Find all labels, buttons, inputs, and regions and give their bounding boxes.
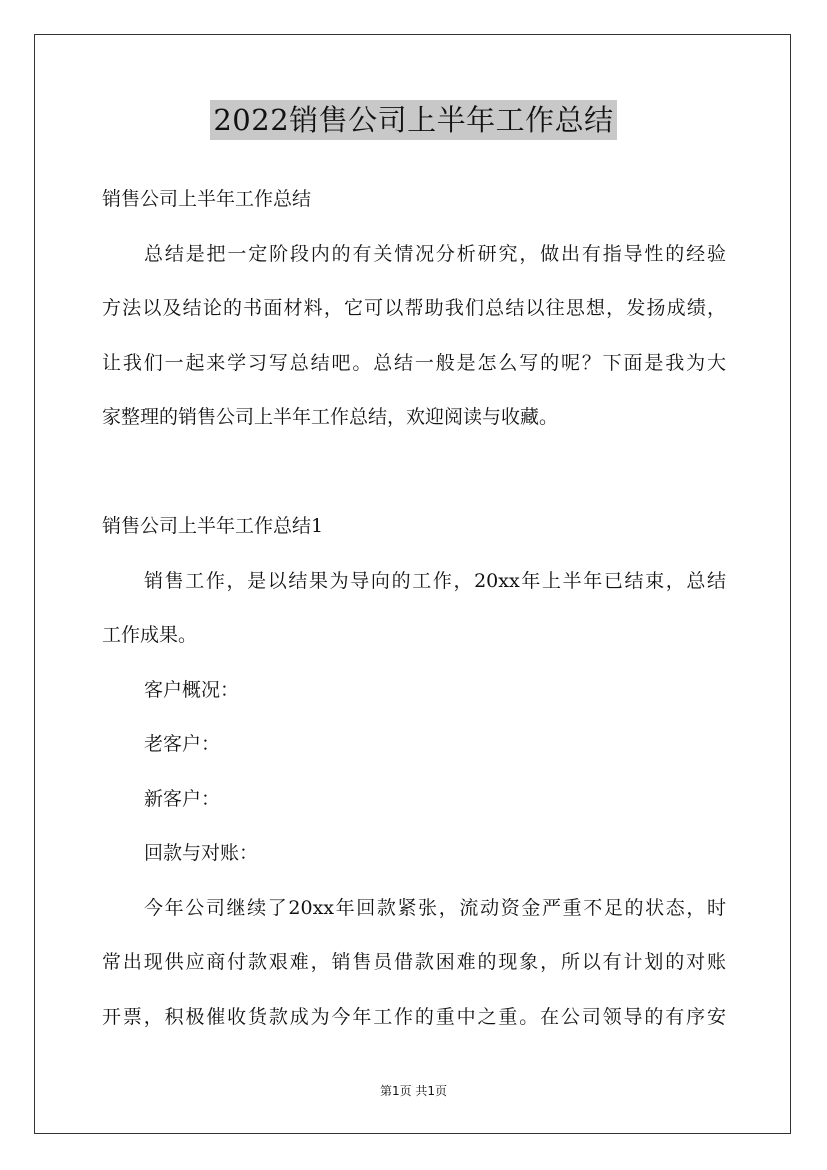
subheading-line: 回款与对账： [144, 842, 259, 864]
paragraph-line: 方法以及结论的书面材料，它可以帮助我们总结以往思想，发扬成绩， [102, 297, 726, 319]
paragraph-line: 让我们一起来学习写总结吧。总结一般是怎么写的呢？下面是我为大 [102, 351, 726, 374]
paragraph-line: 家整理的销售公司上半年工作总结，欢迎阅读与收藏。 [102, 406, 559, 428]
subheading-line: 新客户： [144, 787, 221, 810]
section-heading: 销售公司上半年工作总结 [102, 188, 312, 210]
paragraph-line: 总结是把一定阶段内的有关情况分析研究，做出有指导性的经验 [144, 242, 726, 265]
paragraph-line: 工作成果。 [102, 624, 198, 646]
page-footer: 第1页 共1页 [379, 1084, 448, 1098]
paragraph-line: 常出现供应商付款艰难，销售员借款困难的现象，所以有计划的对账 [102, 951, 726, 973]
paragraph-line: 今年公司继续了20xx年回款紧张，流动资金严重不足的状态，时 [144, 896, 726, 919]
document-title: 2022销售公司上半年工作总结 [210, 100, 616, 140]
subheading-line: 老客户： [144, 733, 221, 755]
document-body [102, 172, 726, 1044]
subheading-line: 客户概况： [144, 678, 240, 701]
section-heading: 销售公司上半年工作总结1 [102, 515, 324, 537]
paragraph-line: 销售工作，是以结果为导向的工作，20xx年上半年已结束，总结 [144, 569, 726, 592]
blank-line [102, 445, 726, 500]
title-container [0, 100, 827, 140]
paragraph-line: 开票，积极催收货款成为今年工作的重中之重。在公司领导的有序安 [102, 1005, 726, 1028]
